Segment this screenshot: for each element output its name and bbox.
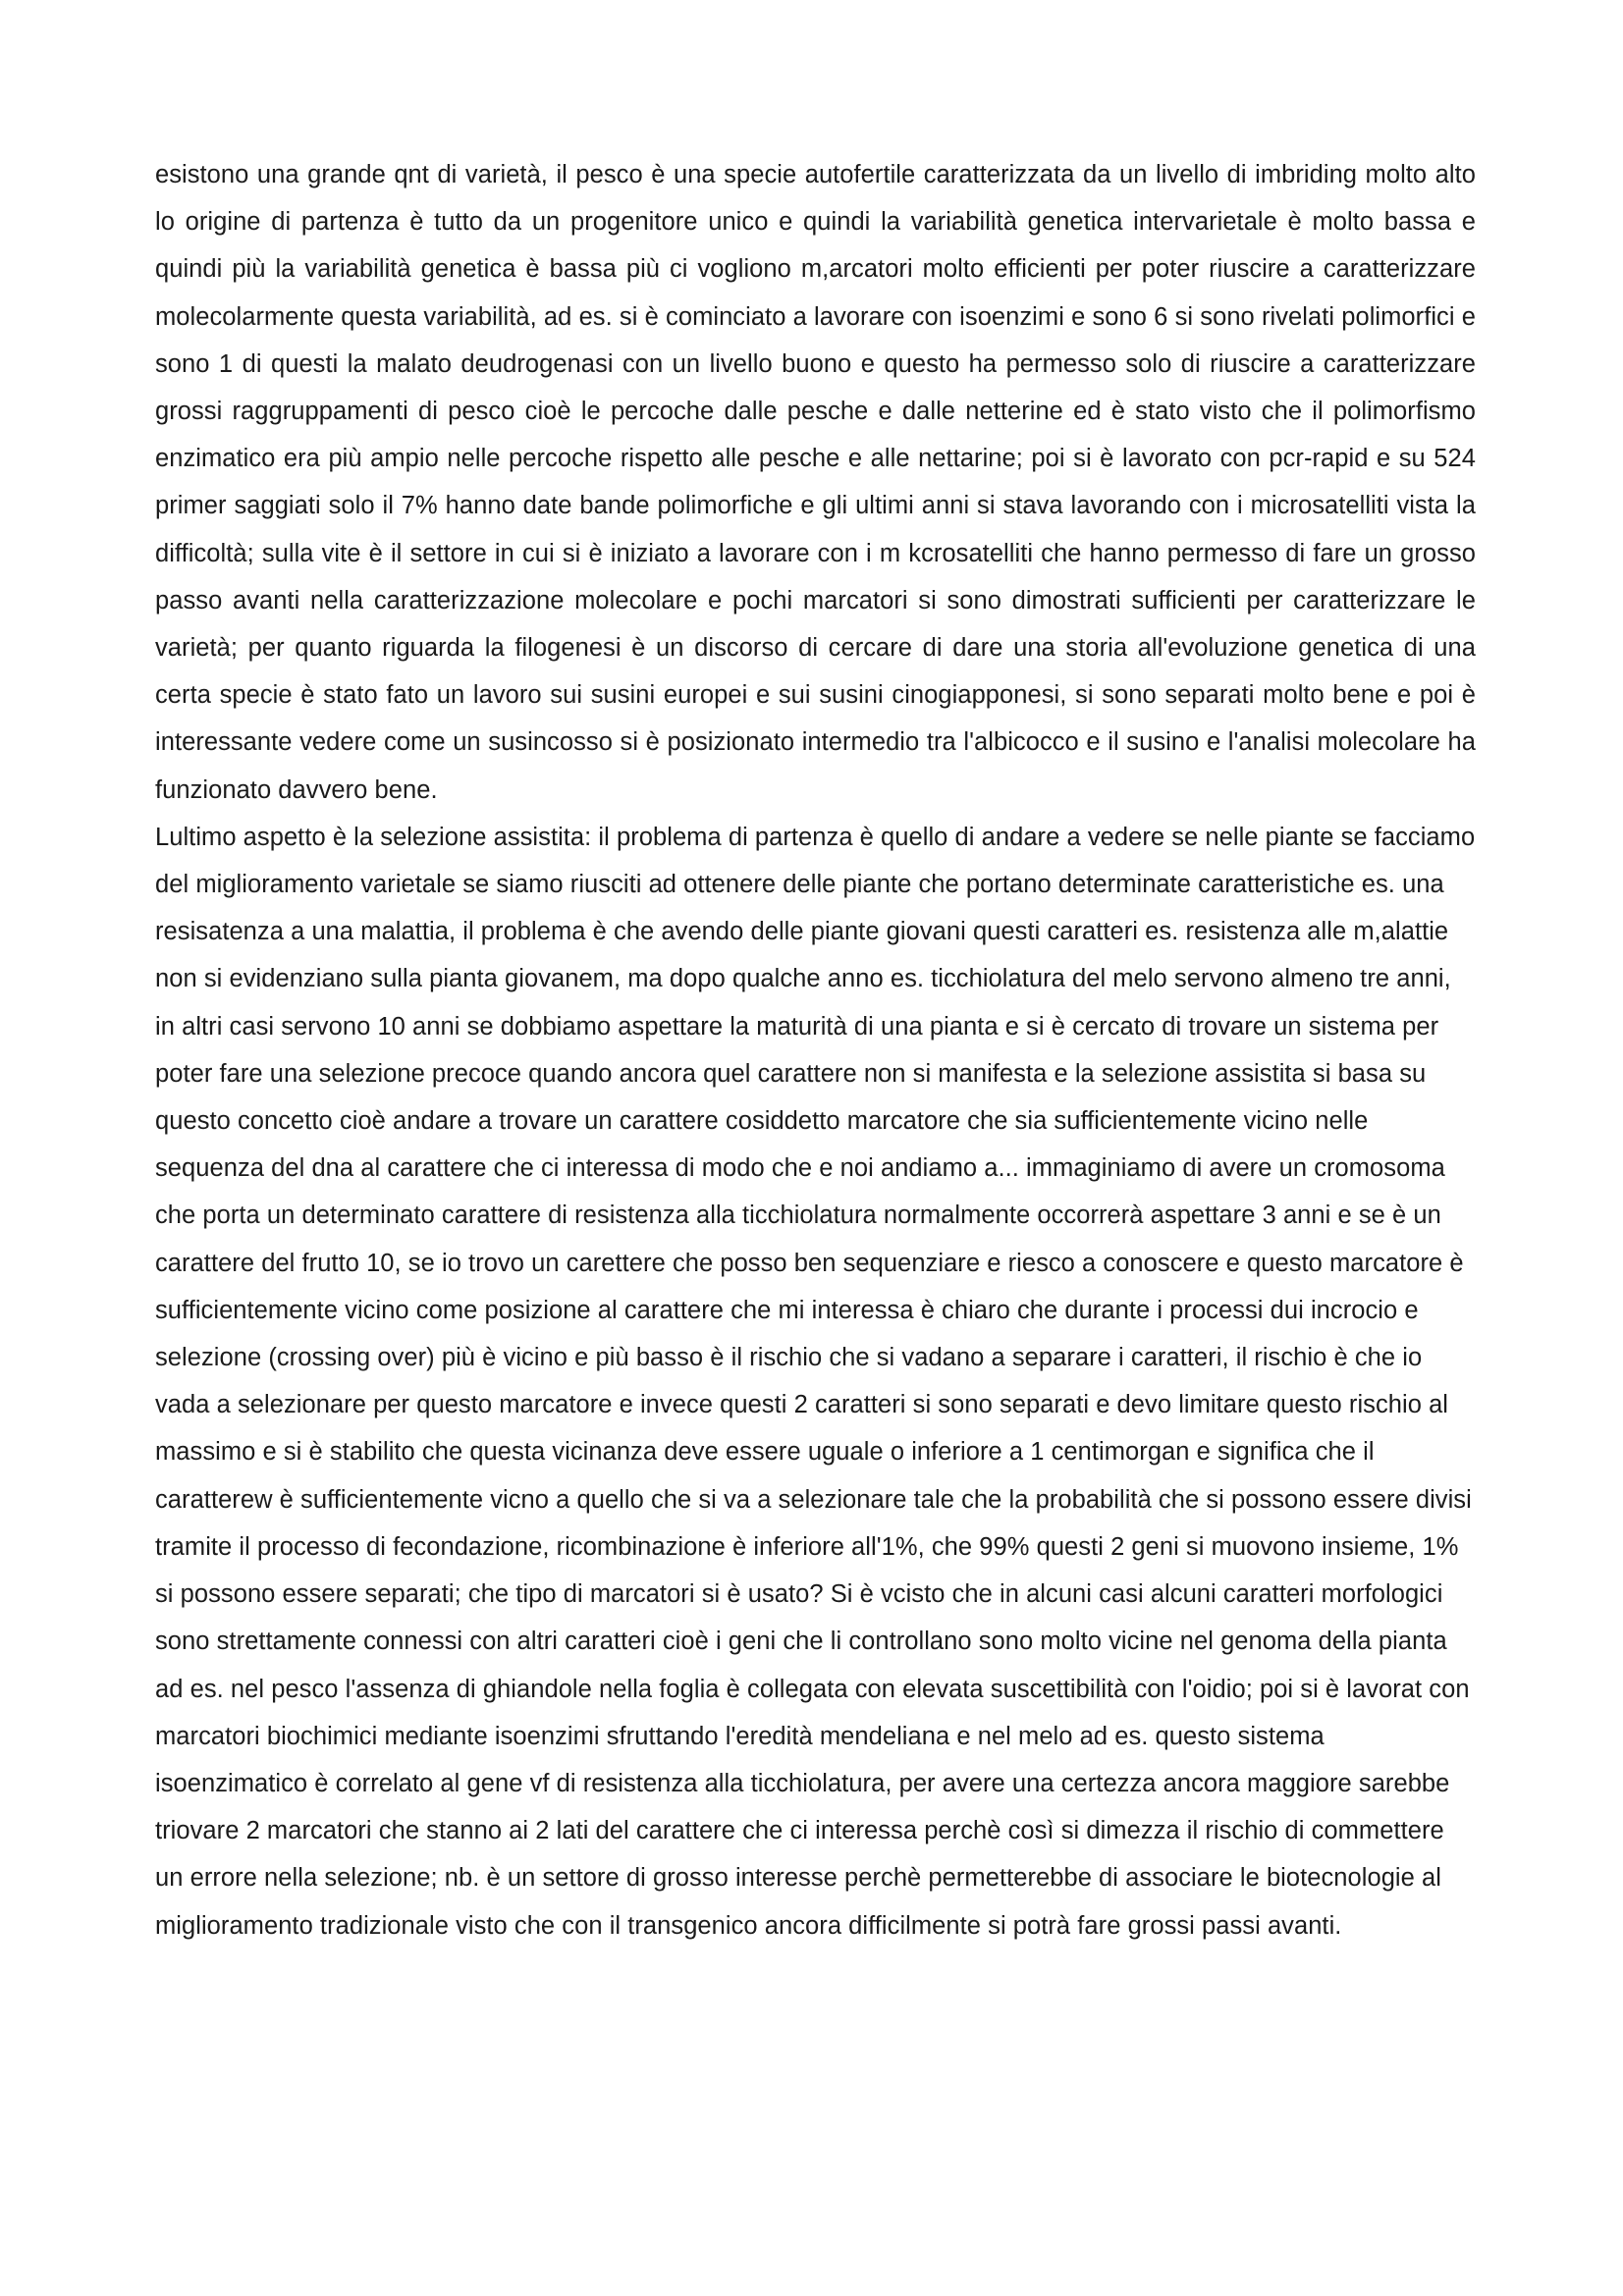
paragraph-selezione-assistita: Lultimo aspetto è la selezione assistita: il problema di partenza è quello di andare a vedere se nelle piante se facciamo del miglioramento varietale se siamo riusciti ad ottenere delle piante che portano determinate caratteristiche es. una resisatenza a una malattia, il problema è che avendo delle piante giovani questi caratteri es. resistenza alle m,alattie non si evidenziano sulla pianta giovanem, ma dopo qualche anno es. ticchiolatura del melo servono almeno tre anni, in altri casi servono 10 anni se dobbiamo aspettare la maturità di una pianta e si è cercato di trovare un sistema per poter fare una selezione precoce quando ancora quel carattere non si manifesta e la selezione assistita si basa su questo concetto cioè andare a trovare un carattere cosiddetto marcatore che sia sufficientemente vicino nelle sequenza del dna al carattere che ci interessa di modo che e noi andiamo a... immaginiamo di avere un cromosoma che porta un determinato carattere di resistenza alla ticchiolatura normalmente occorrerà aspettare 3 anni e se è un carattere del frutto 10, se io trovo un carettere che posso ben sequenziare e riesco a conoscere e questo marcatore è sufficientemente vicino come posizione al carattere che mi interessa è chiaro che durante i processi dui incrocio e selezione (crossing over) più è vicino e più basso è il rischio che si vadano a separare i caratteri, il rischio è che io vada a selezionare per questo marcatore e invece questi 2 caratteri si sono separati e devo limitare questo rischio al massimo e si è stabilito che questa vicinanza deve essere uguale o inferiore a 1 centimorgan e significa che il caratterew è sufficientemente vicno a quello che si va a selezionare tale che la probabilità che si possono essere divisi tramite il processo di fecondazione, ricombinazione è inferiore all'1%, che 99% questi 2 geni si muovono insieme, 1% si possono essere separati; che tipo di marcatori si è usato? Si è vcisto che in alcuni casi alcuni caratteri morfologici sono strettamente connessi con altri caratteri cioè i geni che li controllano sono molto vicine nel genoma della pianta ad es. nel pesco l'assenza di ghiandole nella foglia è collegata con elevata suscettibilità con l'oidio; poi si è lavorat con marcatori biochimici mediante isoenzimi sfruttando l'eredità mendeliana e nel melo ad es. questo sistema isoenzimatico è correlato al gene vf di resistenza alla ticchiolatura, per avere una certezza ancora maggiore sarebbe triovare 2 marcatori che stanno ai 2 lati del carattere che ci interessa perchè così si dimezza il rischio di commettere un errore nella selezione; nb. è un settore di grosso interesse perchè permetterebbe di associare le biotecnologie al miglioramento tradizionale visto che con il transgenico ancora difficilmente si potrà fare grossi passi avanti. [155, 823, 1476, 1940]
paragraph-varieta-pesco: esistono una grande qnt di varietà, il pesco è una specie autofertile caratterizzata da un livello di imbriding molto alto lo origine di partenza è tutto da un progenitore unico e quindi la variabilità genetica intervarietale è molto bassa e quindi più la variabilità genetica è bassa più ci vogliono m,arcatori molto efficienti per poter riuscire a caratterizzare molecolarmente questa variabilità, ad es. si è cominciato a lavorare con isoenzimi e sono 6 si sono rivelati polimorfici e sono 1 di questi la malato deudrogenasi con un livello buono e questo ha permesso solo di riuscire a caratterizzare grossi raggruppamenti di pesco cioè le percoche dalle pesche e dalle netterine ed è stato visto che il polimorfismo enzimatico era più ampio nelle percoche rispetto alle pesche e alle nettarine; poi si è lavorato con pcr-rapid e su 524 primer saggiati solo il 7% hanno date bande polimorfiche e gli ultimi anni si stava lavorando con i microsatelliti vista la difficoltà; sulla vite è il settore in cui si è iniziato a lavorare con i m kcrosatelliti che hanno permesso di fare un grosso passo avanti nella caratterizzazione molecolare e pochi marcatori si sono dimostrati sufficienti per caratterizzare le varietà; per quanto riguarda la filogenesi è un discorso di cercare di dare una storia all'evoluzione genetica di una certa specie è stato fato un lavoro sui susini europei e sui susini cinogiapponesi, si sono separati molto bene e poi è interessante vedere come un susincosso si è posizionato intermedio tra l'albicocco e il susino e l'analisi molecolare ha funzionato davvero bene. [155, 161, 1476, 804]
body-text [155, 151, 1476, 1949]
